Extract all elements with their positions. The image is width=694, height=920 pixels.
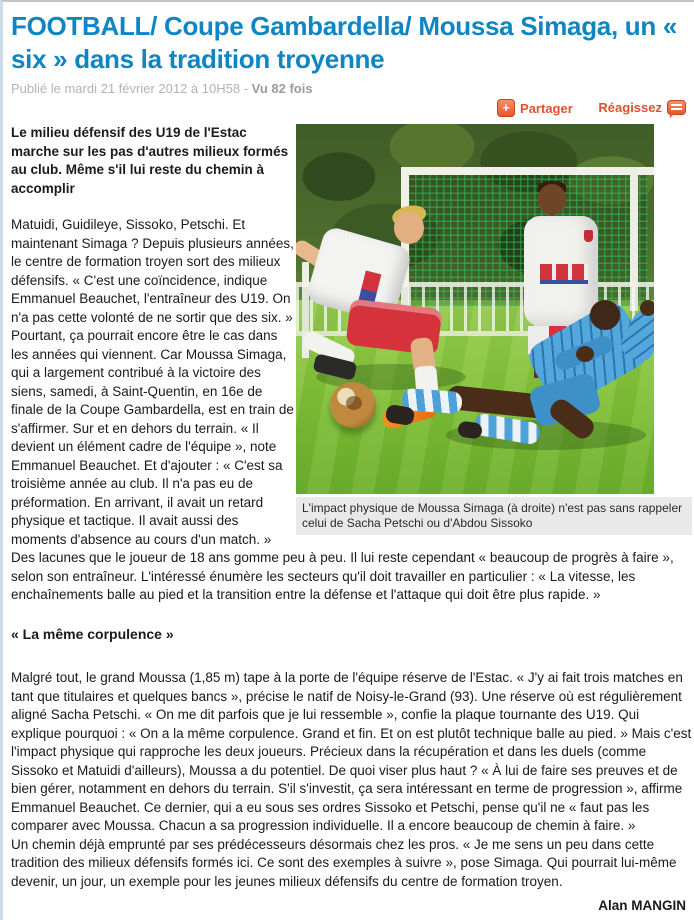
dateline: [11, 81, 692, 96]
publish-date: Publié le mardi 21 février 2012 à 10H58 -: [11, 81, 252, 96]
article-intro: Le milieu défensif des U19 de l'Estac marche sur les pas d'autres milieux formés au club. Même s'il lui reste du chemin à accomplir: [11, 125, 289, 196]
photo-caption: L'impact physique de Moussa Simaga (à droite) n'est pas sans rappeler celui de Sacha Petschi ou d'Abdou Sissoko: [296, 497, 692, 535]
author-byline: Alan MANGIN: [598, 898, 686, 913]
share-button-label: Partager: [520, 100, 573, 116]
article-figure: [296, 124, 692, 535]
article-paragraph-2: Malgré tout, le grand Moussa (1,85 m) tape à la porte de l'équipe réserve de l'Estac. « J'y ai fait trois matches en tant que titulaires et quelques bancs », précise le natif de Noisy-le-Grand (93). Une réserve où est régulièrement aligné Sacha Petschi. « On me dit parfois que je lui ressemble », confie la plaque tournante des U19. Qui explique pourquoi : « On a la même corpulence. Grand et fin. Et on est plutôt technique balle au pied. » Mais c'est l'impact physique qui rapproche les deux joueurs. Précieux dans la récupération et dans les duels (comme Sissoko et Matuidi d'ailleurs), Moussa a du potentiel. De quoi viser plus haut ? « À lui de faire ses preuves et de bien gérer, notamment en dehors du terrain. S'il s'investit, ça sera intéressant en terme de progression », affirme Emmanuel Beauchet. Ce dernier, qui a eu sous ses ordres Sissoko et Petschi, pense qu'il ne « faut pas les comparer avec Moussa. Chacun a sa progression individuelle. Il a encore beaucoup de chemin à faire. »: [11, 670, 692, 833]
photo-ball: [330, 382, 376, 428]
article-paragraph-3: Un chemin déjà emprunté par ses prédécesseurs désormais chez les pros. « Je me sens un peu dans cette tradition des milieux défensifs formés ici. Ce sont des exemples à suivre », pose Simaga. Qui pourrait lui-même devenir, un jour, un exemple pour les jeunes milieux défensifs du centre de formation troyen.: [11, 836, 677, 889]
speech-bubble-icon: [667, 100, 686, 115]
article-body: [11, 124, 692, 916]
view-count: Vu 82 fois: [251, 81, 313, 96]
share-button[interactable]: [497, 99, 573, 117]
photo-goal-crossbar: [401, 167, 654, 175]
article-subheading: « La même corpulence »: [11, 625, 174, 642]
article-photo: [296, 124, 654, 494]
page-title: FOOTBALL/ Coupe Gambardella/ Moussa Simaga, un « six » dans la tradition troyenne: [11, 11, 678, 74]
react-button-label: Réagissez: [598, 100, 662, 115]
plus-icon: +: [497, 99, 515, 117]
article-paragraph-1: Matuidi, Guidileye, Sissoko, Petschi. Et maintenant Simaga ? Depuis plusieurs années, le centre de formation troyen sort des milieux défensifs. « C'est une coïncidence, indique Emmanuel Beauchet, l'entraîneur des U19. On n'a pas cette volonté de ne sortir que des six. » Pourtant, ça pourrait encore être le cas dans les années qui viennent. Car Moussa Simaga, qui a largement contribué à la victoire des siens, samedi, à Saint-Quentin, en 16e de finale de la Coupe Gambardella, est en train de s'affirmer. Sur et en dehors du terrain. « Il devient un élément cadre de l'équipe », note Emmanuel Beauchet. Et d'ajouter : « C'est sa troisième année au club. Il n'a pas eu de préformation. En arrivant, il avait un retard physique et tactique. Il avait aussi des moments d'absence au cours d'un match. » Des lacunes que le joueur de 18 ans gomme peu à peu. Il lui reste cependant « beaucoup de progrès à faire », selon son entraîneur. L'intéressé énumère les secteurs qu'il doit travailler en particulier : « La vitesse, les enchaînements balle au pied et la transition entre la défense et l'attaque qui doit être plus rapide. »: [11, 217, 674, 602]
share-row: [11, 99, 692, 117]
react-button[interactable]: [598, 100, 686, 115]
